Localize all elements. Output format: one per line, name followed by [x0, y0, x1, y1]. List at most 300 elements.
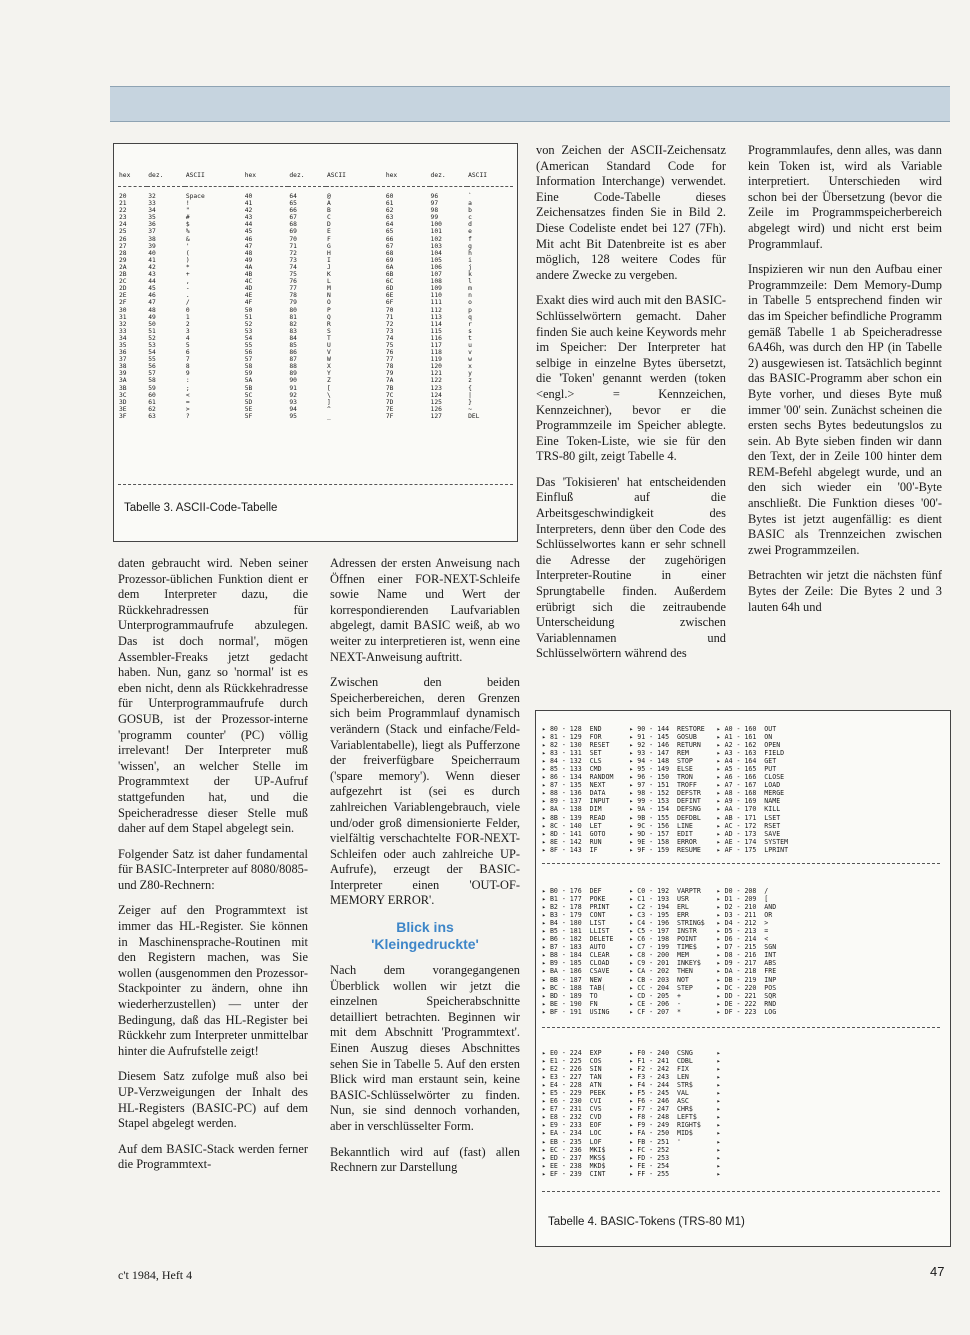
ascii-cell: 40 — [148, 249, 156, 257]
ascii-cell: 75 — [385, 341, 394, 349]
ascii-cell: 64 — [289, 193, 297, 200]
ascii-cell: 121 — [430, 370, 442, 378]
ascii-cell: I — [326, 256, 331, 264]
ascii-cell: DEL — [468, 412, 480, 420]
table-row — [118, 349, 513, 356]
table-row — [118, 221, 513, 228]
table-row — [118, 377, 513, 384]
ascii-cell: + — [185, 271, 190, 279]
ascii-cell: g — [468, 242, 472, 250]
table-row — [118, 335, 513, 342]
ascii-cell: o — [468, 299, 472, 307]
ascii-cell: T — [326, 334, 331, 342]
ascii-cell: M — [326, 285, 331, 293]
ascii-cell: 59 — [148, 384, 156, 392]
ascii-cell: 126 — [430, 405, 442, 413]
ascii-cell: n — [468, 292, 472, 300]
ascii-cell: 86 — [289, 349, 297, 357]
ascii-cell: 2A — [119, 263, 127, 271]
ascii-cell: 6D — [385, 285, 394, 293]
ascii-cell: b — [468, 207, 472, 215]
ascii-cell: 30 — [119, 306, 127, 314]
ascii-cell: 110 — [430, 292, 442, 300]
ascii-cell: 3E — [119, 405, 127, 413]
footer-issue: c't 1984, Heft 4 — [118, 1268, 193, 1282]
ascii-cell: 58 — [148, 377, 156, 385]
paragraph: daten gebraucht wird. Neben seiner Prozessor-üblichen Funktion dient er dem Interpreter dazu, die Rückkehradressen für Unterprogrammaufrufe abzulegen. Das ist doch normal', mögen Assembler-Freaks jetzt gedacht haben. Nun, ganz so 'normal' ist es eben nicht, denn als Rückkehradresse für Unterprogrammaufrufe durch GOSUB, ist der Prozessor-interne 'programm counter' (PC) völlig irrelevant! Der Interpreter muß 'wissen', an welcher Stelle im Programmtext der UP-Aufruf stattgefunden hat, und die Speicheradresse dieser Stelle muß daher auf dem Stapel abgelegt sein. — [118, 556, 308, 836]
ascii-header-cell: hex — [244, 172, 257, 179]
ascii-cell: 4C — [244, 278, 253, 286]
ascii-cell: 7B — [385, 384, 394, 392]
token-table-box — [535, 710, 951, 1247]
ascii-cell: 2C — [119, 278, 127, 286]
ascii-cell: 44 — [244, 221, 253, 229]
ascii-cell: ) — [185, 256, 190, 264]
table-row — [118, 207, 513, 214]
ascii-cell: e — [468, 228, 472, 236]
ascii-cell: u — [468, 341, 472, 349]
ascii-cell: A — [326, 200, 331, 208]
ascii-cell: 1 — [185, 313, 190, 321]
ascii-cell: 36 — [148, 221, 156, 229]
ascii-cell: 84 — [289, 334, 297, 342]
paragraph: Auf dem BASIC-Stack werden ferner die Programmtext- — [118, 1141, 308, 1172]
paragraph: Das 'Tokisieren' hat entscheidenden Einfluß auf die Arbeitsgeschwindigkeit des Interpreters, denn über den Code des Schlüsselwortes kann er sehr schnell die Adresse der zugehörigen Interpreter-Routine in einer Sprungtabelle finden. Außerdem erübrigt sich die zeitraubende Unterscheidung zwischen Variablennamen und Schlüsselwörtern während des — [536, 474, 726, 661]
ascii-cell: 7A — [385, 377, 394, 385]
ascii-cell: 3A — [119, 377, 127, 385]
ascii-cell: ^ — [326, 405, 331, 413]
ascii-cell: j — [468, 263, 472, 271]
ascii-cell: 68 — [385, 249, 394, 257]
ascii-cell: 0 — [185, 306, 190, 314]
ascii-cell: 4B — [244, 271, 253, 279]
ascii-cell: 2D — [119, 285, 127, 293]
ascii-cell: 73 — [385, 327, 394, 335]
ascii-cell: 102 — [430, 235, 442, 243]
ascii-cell: 70 — [385, 306, 394, 314]
ascii-cell: V — [326, 349, 331, 357]
ascii-cell: 79 — [289, 299, 297, 307]
ascii-cell: 65 — [289, 200, 297, 208]
ascii-cell: 77 — [385, 356, 394, 364]
ascii-cell: 106 — [430, 263, 442, 271]
table-row — [118, 278, 513, 285]
ascii-cell: 66 — [385, 235, 394, 243]
ascii-cell: 5 — [185, 341, 190, 349]
table-row — [118, 314, 513, 321]
ascii-cell: 51 — [244, 313, 253, 321]
ascii-cell: 122 — [430, 377, 442, 385]
ascii-cell: 118 — [430, 349, 442, 357]
ascii-cell: 62 — [148, 405, 156, 413]
table-row — [118, 264, 513, 271]
ascii-cell: 41 — [148, 256, 156, 264]
ascii-cell: 55 — [148, 356, 156, 364]
ascii-cell: 48 — [244, 249, 253, 257]
ascii-cell: 42 — [244, 207, 253, 215]
ascii-header-cell: hex — [119, 172, 131, 179]
ascii-cell: : — [185, 377, 190, 385]
ascii-header-cell: dez. — [430, 172, 446, 179]
ascii-cell: G — [326, 242, 331, 250]
ascii-cell: 73 — [289, 256, 297, 264]
ascii-cell: Q — [326, 313, 331, 321]
ascii-cell: 47 — [244, 242, 253, 250]
paragraph: Zwischen den beiden Speicherbereichen, deren Grenzen sich beim Programmlauf dynamisch verändern (Stack und einfache/Feld-Variablentabelle), liegt als Pufferzone der freiverfügbare Speicherraum ('spare memory'). Wenn dieser aufgezehrt ist (sei es durch zahlreichen Variablengebrauch, viele und/oder groß dimensionierte Felder, vielfältig verschachtelte FOR-NEXT-Schleifen oder auch zahlreiche UP-Aufrufe), erzeugt der BASIC-Interpreter einen 'OUT-OF-MEMORY ERROR'. — [330, 675, 520, 908]
ascii-table-box — [113, 143, 518, 542]
ascii-cell: { — [468, 384, 472, 392]
ascii-cell: w — [468, 356, 472, 364]
ascii-cell: 119 — [430, 356, 442, 364]
ascii-cell: 34 — [119, 334, 127, 342]
ascii-cell: 46 — [244, 235, 253, 243]
ascii-cell: # — [185, 214, 190, 222]
ascii-cell: 5C — [244, 391, 253, 399]
paragraph: Inspizieren wir nun den Aufbau einer Programmzeile: Dem Memory-Dump in Tabelle 5 entsprechend finden wir das im Speicher befindliche Programm gemäß Tabelle 1 ab Speicheradresse 6A46h, was durch den HP (in Tabelle 2) ausgewiesen ist. Tatsächlich beginnt das BASIC-Programm aber schon ein Byte vorher, und dieses Byte muß immer '00' sein. Zunächst scheinen die ersten sechs Bytes bedeutungslos zu sein. Ab Byte sieben finden wir dann den Text, der in Zeile 100 hinter dem REM-Befehl abgelegt wurde, und an den sich wieder ein '00'-Byte anschließt. Die Funktion dieses '00'-Bytes ist jetzt augenfällig: es dient BASIC als Trennzeichen zwischen zwei Programmzeilen. — [748, 262, 942, 557]
ascii-cell: 76 — [385, 349, 394, 357]
ascii-cell: O — [326, 299, 331, 307]
ascii-cell: X — [326, 363, 331, 371]
ascii-cell: F — [326, 235, 331, 243]
ascii-cell: E — [326, 228, 331, 236]
ascii-cell: 8 — [185, 363, 190, 371]
table-row — [118, 292, 513, 299]
ascii-cell: 103 — [430, 242, 442, 250]
table-row — [118, 385, 513, 392]
paragraph: Zeiger auf den Programmtext ist immer das HL-Register. Sie können in Maschinensprache-Routinen mit den Registern machen, was Sie wollen (ausgenommen den Prozessor-Stackpointer zu ändern, ohne ihn wiederherzustellen) — unter der Bedingung, daß das HL-Register bei Rückkehr zum Interpreter unmittelbar hinter die Aufrufstelle zeigt! — [118, 903, 308, 1058]
ascii-cell: ; — [185, 384, 190, 392]
ascii-cell: ! — [185, 200, 190, 208]
ascii-cell: 6 — [185, 349, 190, 357]
ascii-cell: ? — [185, 412, 190, 420]
ascii-cell: c — [468, 214, 472, 222]
text-column-3 — [536, 143, 726, 672]
ascii-cell: m — [468, 285, 472, 293]
ascii-cell: 5B — [244, 384, 253, 392]
ascii-cell: 4D — [244, 285, 253, 293]
table-row — [118, 392, 513, 399]
ascii-cell: 64 — [385, 221, 394, 229]
ascii-cell: . — [185, 292, 190, 300]
ascii-cell: v — [468, 349, 472, 357]
ascii-cell: 2E — [119, 292, 127, 300]
ascii-cell: 97 — [430, 200, 439, 208]
ascii-cell: p — [468, 306, 472, 314]
ascii-cell: 89 — [289, 370, 297, 378]
ascii-cell: 60 — [148, 391, 156, 399]
ascii-cell: 109 — [430, 285, 442, 293]
ascii-cell: 98 — [430, 207, 439, 215]
paragraph: Folgender Satz ist daher fundamental für BASIC-Interpreter auf 8080/8085- und Z80-Rechnern: — [118, 846, 308, 892]
ascii-cell: 56 — [244, 349, 253, 357]
ascii-cell: 50 — [148, 320, 156, 328]
ascii-header-cell: ASCII — [185, 172, 205, 179]
ascii-cell: 100 — [430, 221, 442, 229]
ascii-cell: 69 — [385, 256, 394, 264]
table-row — [118, 299, 513, 306]
ascii-cell: 37 — [119, 356, 127, 364]
ascii-cell: l — [468, 278, 472, 286]
ascii-cell: 57 — [244, 356, 253, 364]
ascii-cell: 56 — [148, 363, 156, 371]
ascii-cell: ` — [468, 193, 472, 200]
ascii-cell: 63 — [148, 412, 156, 420]
ascii-cell: 49 — [148, 313, 156, 321]
ascii-cell: ( — [185, 249, 190, 257]
ascii-cell: 94 — [289, 405, 297, 413]
ascii-cell: 91 — [289, 384, 297, 392]
ascii-cell: 51 — [148, 327, 156, 335]
ascii-cell: 54 — [148, 349, 156, 357]
ascii-cell: 71 — [385, 313, 394, 321]
ascii-cell: 88 — [289, 363, 297, 371]
ascii-cell: 74 — [385, 334, 394, 342]
ascii-cell: 28 — [119, 249, 127, 257]
header-bar — [110, 86, 950, 122]
ascii-cell: 41 — [244, 200, 253, 208]
ascii-cell: 7E — [385, 405, 394, 413]
ascii-cell: y — [468, 370, 472, 378]
ascii-cell: / — [185, 299, 190, 307]
ascii-cell: 54 — [244, 334, 253, 342]
table-row — [118, 321, 513, 328]
ascii-cell: 92 — [289, 391, 297, 399]
table-row — [118, 307, 513, 314]
section-heading-line-1: Blick ins — [396, 919, 454, 936]
ascii-cell: Space — [185, 193, 205, 200]
table-row — [118, 406, 513, 413]
ascii-cell: 55 — [244, 341, 253, 349]
table-row — [118, 342, 513, 349]
ascii-cell: 22 — [119, 207, 127, 215]
ascii-cell: 70 — [289, 235, 297, 243]
ascii-cell: 116 — [430, 334, 442, 342]
token-block-2: ▸ B0 - 176 DEF ▸ C0 - 192 VARPTR ▸ D0 - 208 / ▸ B1 - 177 POKE ▸ C1 - 193 USR ▸ D1 - 209 [ ▸ B2 - 178 PRINT ▸ C2 - 194 ERL ▸ D2 - 210 AND ▸ B3 - 179 CONT ▸ C3 - 195 ERR ▸ D3 - 211 OR ▸ B4 - 180 LIST ▸ C4 - 196 STRING$ ▸ D4 - 212 > ▸ B5 - 181 LLIST ▸ C5 - 197 INSTR ▸ D5 - 213 = ▸ B6 - 182 DELETE ▸ C6 - 198 POINT ▸ D6 - 214 < ▸ B7 - 183 AUTO ▸ C7 - 199 TIME$ ▸ D7 - 215 SGN ▸ B8 - 184 CLEAR ▸ C8 - 200 MEM ▸ D8 - 216 INT ▸ B9 - 185 CLOAD ▸ C9 - 201 INKEY$ ▸ D9 - 217 ABS ▸ BA - 186 CSAVE ▸ CA - 202 THEN ▸ DA - 218 FRE ▸ BB - 187 NEW ▸ CB - 203 NOT ▸ DB - 219 INP ▸ BC - 188 TAB( ▸ CC - 204 STEP ▸ DC - 220 POS ▸ BD - 189 TO ▸ CD - 205 + ▸ DD - 221 SQR ▸ BE - 190 FN ▸ CE - 206 - ▸ DE - 222 RND ▸ BF - 191 USING ▸ CF - 207 * ▸ DF - 223 LOG — [542, 887, 777, 1016]
ascii-cell: 53 — [244, 327, 253, 335]
ascii-cell: 5D — [244, 398, 253, 406]
ascii-cell: 44 — [148, 278, 156, 286]
ascii-cell: 38 — [119, 363, 127, 371]
ascii-cell: 46 — [148, 292, 156, 300]
ascii-cell: 47 — [148, 299, 156, 307]
ascii-cell: 124 — [430, 391, 442, 399]
ascii-cell: 5F — [244, 412, 253, 420]
ascii-cell: 3 — [185, 327, 190, 335]
ascii-cell: f — [468, 235, 472, 243]
ascii-cell: z — [468, 377, 472, 385]
ascii-cell: $ — [185, 221, 190, 229]
ascii-cell: K — [326, 271, 331, 279]
paragraph: Betrachten wir jetzt die nächsten fünf Bytes der Zeile: Die Bytes 2 und 3 lauten 64h und — [748, 568, 942, 614]
ascii-cell: 27 — [119, 242, 127, 250]
ascii-cell: 69 — [289, 228, 297, 236]
ascii-cell: 33 — [119, 327, 127, 335]
ascii-cell: 6F — [385, 299, 394, 307]
ascii-cell: 112 — [430, 306, 442, 314]
ascii-cell: 85 — [289, 341, 297, 349]
ascii-cell: 75 — [289, 271, 297, 279]
ascii-cell: 2 — [185, 320, 190, 328]
paragraph: Adressen der ersten Anweisung nach Öffnen einer FOR-NEXT-Schleife sowie Name und Wert der korrespondierenden Laufvariablen abgelegt, damit BASIC weiß, ab wo weiter zu interpretieren ist, wenn eine NEXT-Anweisung auftritt. — [330, 556, 520, 664]
ascii-cell: _ — [326, 412, 331, 420]
ascii-cell: 24 — [119, 221, 127, 229]
ascii-cell: 67 — [385, 242, 394, 250]
ascii-cell: 21 — [119, 200, 127, 208]
ascii-cell: J — [326, 263, 331, 271]
ascii-cell: 38 — [148, 235, 156, 243]
ascii-cell: ' — [185, 242, 190, 250]
ascii-cell: - — [185, 285, 190, 293]
ascii-cell: q — [468, 313, 472, 321]
table-row — [118, 370, 513, 377]
token-table-divider — [542, 1191, 940, 1192]
ascii-cell: 4E — [244, 292, 253, 300]
ascii-table-divider — [118, 484, 513, 485]
ascii-cell: } — [468, 398, 472, 406]
ascii-cell: 3F — [119, 412, 127, 420]
ascii-cell: a — [468, 200, 472, 208]
table-row — [118, 328, 513, 335]
ascii-cell: 32 — [148, 193, 156, 200]
token-block-3: ▸ E0 - 224 EXP ▸ F0 - 240 CSNG ▸ ▸ E1 - 225 COS ▸ F1 - 241 CDBL ▸ ▸ E2 - 226 SIN ▸ F2 - 242 FIX ▸ ▸ E3 - 227 TAN ▸ F3 - 243 LEN ▸ ▸ E4 - 228 ATN ▸ F4 - 244 STR$ ▸ ▸ E5 - 229 PEEK ▸ F5 - 245 VAL ▸ ▸ E6 - 230 CVI ▸ F6 - 246 ASC ▸ ▸ E7 - 231 CVS ▸ F7 - 247 CHR$ ▸ ▸ E8 - 232 CVD ▸ F8 - 248 LEFT$ ▸ ▸ E9 - 233 EOF ▸ F9 - 249 RIGHT$ ▸ ▸ EA - 234 LOC ▸ FA - 250 MID$ ▸ ▸ EB - 235 LOF ▸ FB - 251 ' ▸ ▸ EC - 236 MKI$ ▸ FC - 252 ▸ ▸ ED - 237 MKS$ ▸ FD - 253 ▸ ▸ EE - 238 MKD$ ▸ FE - 254 ▸ ▸ EF - 239 CINT ▸ FF - 255 ▸ — [542, 1049, 721, 1178]
table-row — [118, 250, 513, 257]
ascii-cell: x — [468, 363, 472, 371]
ascii-cell: 42 — [148, 263, 156, 271]
table-row — [118, 236, 513, 243]
ascii-cell: 65 — [385, 228, 394, 236]
ascii-cell: 39 — [119, 370, 127, 378]
ascii-cell: 40 — [244, 193, 253, 200]
ascii-table — [118, 172, 513, 420]
ascii-cell: 9 — [185, 370, 190, 378]
ascii-cell: 20 — [119, 193, 127, 200]
table-row — [118, 413, 513, 420]
ascii-cell: 63 — [385, 214, 394, 222]
ascii-cell: 61 — [148, 398, 156, 406]
ascii-cell: 104 — [430, 249, 442, 257]
ascii-cell: 117 — [430, 341, 442, 349]
ascii-cell: 5A — [244, 377, 253, 385]
ascii-cell: 78 — [385, 363, 394, 371]
ascii-cell: ] — [326, 398, 331, 406]
ascii-cell: s — [468, 327, 472, 335]
ascii-cell: R — [326, 320, 331, 328]
ascii-cell: 37 — [148, 228, 156, 236]
ascii-cell: 78 — [289, 292, 297, 300]
ascii-cell: 95 — [289, 412, 297, 420]
table-row — [118, 363, 513, 370]
ascii-cell: 79 — [385, 370, 394, 378]
ascii-cell: 4F — [244, 299, 253, 307]
paragraph: Exakt dies wird auch mit den BASIC-Schlüsselwörtern gemacht. Daher finden Sie auch keine Keywords mehr im Speicher: Der Interpreter hat selbige in einzelne Bytes übersetzt, die 'Token' genannt werden (token <engl.> = Kennzeichen, Kennzeichner), bevor er die Programmzeile im Speicher ablegte. Eine Token-Liste, wie sie für den TRS-80 gilt, zeigt Tabelle 4. — [536, 293, 726, 464]
ascii-cell: * — [185, 263, 190, 271]
ascii-table-caption: Tabelle 3. ASCII-Code-Tabelle — [124, 502, 278, 514]
ascii-cell: 68 — [289, 221, 297, 229]
ascii-cell: P — [326, 306, 331, 314]
paragraph: Bekanntlich wird auf (fast) allen Rechnern zur Darstellung — [330, 1144, 520, 1175]
ascii-cell: 71 — [289, 242, 297, 250]
ascii-cell: 2B — [119, 271, 127, 279]
table-row — [118, 399, 513, 406]
ascii-cell: 7D — [385, 398, 394, 406]
ascii-cell: 57 — [148, 370, 156, 378]
ascii-cell: 114 — [430, 320, 442, 328]
ascii-cell: 3B — [119, 384, 127, 392]
ascii-cell: 48 — [148, 306, 156, 314]
ascii-cell: > — [185, 405, 190, 413]
ascii-cell: 83 — [289, 327, 297, 335]
ascii-cell: 33 — [148, 200, 156, 208]
table-row — [118, 214, 513, 221]
ascii-cell: U — [326, 341, 331, 349]
ascii-cell: 50 — [244, 306, 253, 314]
ascii-cell: 6B — [385, 271, 394, 279]
ascii-header-cell: dez. — [148, 172, 164, 179]
ascii-cell: 7 — [185, 356, 190, 364]
ascii-cell: h — [468, 249, 472, 257]
ascii-cell: 77 — [289, 285, 297, 293]
ascii-cell: , — [185, 278, 190, 286]
ascii-cell: C — [326, 214, 331, 222]
page-number: 47 — [930, 1264, 945, 1279]
ascii-cell: 43 — [244, 214, 253, 222]
table-row — [118, 271, 513, 278]
ascii-cell: 72 — [289, 249, 297, 257]
ascii-cell: 23 — [119, 214, 127, 222]
ascii-cell: k — [468, 271, 472, 279]
ascii-cell: < — [185, 391, 190, 399]
ascii-cell: = — [185, 398, 190, 406]
ascii-cell: \ — [326, 391, 331, 399]
ascii-cell: 61 — [385, 200, 394, 208]
token-table-caption: Tabelle 4. BASIC-Tokens (TRS-80 M1) — [548, 1216, 745, 1228]
paragraph: Programmlaufes, denn alles, was dann kein Token ist, wird als Variable interpretiert. Unterschieden wird schon bei der Übersetzung (bevor die Zeile im Programmspeicherbereich abgelegt wird) und nicht erst beim Programmlauf. — [748, 143, 942, 251]
ascii-cell: 80 — [289, 306, 297, 314]
paragraph: von Zeichen der ASCII-Zeichensatz (American Standard Code for Information Interchange) verwendet. Eine Code-Tabelle dieses Zeichensatzes finden Sie in Bild 2. Diese Codeliste endet bei 127 (7Fh). Mit acht Bit Datenbreite ist es aber möglich, 128 weitere Codes für andere Zwecke zu vergeben. — [536, 143, 726, 282]
text-column-1 — [118, 556, 308, 1183]
ascii-cell: 111 — [430, 299, 442, 307]
ascii-cell: 26 — [119, 235, 127, 243]
ascii-cell: 43 — [148, 271, 156, 279]
table-row — [118, 200, 513, 207]
ascii-cell: 60 — [385, 193, 394, 200]
ascii-cell: N — [326, 292, 331, 300]
section-heading — [330, 919, 520, 953]
ascii-cell: 25 — [119, 228, 127, 236]
ascii-cell: Y — [326, 370, 331, 378]
ascii-cell: t — [468, 334, 472, 342]
table-row — [118, 285, 513, 292]
ascii-cell: 74 — [289, 263, 297, 271]
ascii-cell: 6A — [385, 263, 394, 271]
table-row — [118, 356, 513, 363]
ascii-cell: H — [326, 249, 331, 257]
token-table-divider — [542, 863, 940, 864]
ascii-cell: 107 — [430, 271, 442, 279]
ascii-cell: " — [185, 207, 190, 215]
ascii-cell: 3C — [119, 391, 127, 399]
ascii-cell: L — [326, 278, 331, 286]
ascii-cell: 35 — [148, 214, 156, 222]
ascii-cell: 7C — [385, 391, 394, 399]
ascii-table-header — [118, 172, 513, 187]
ascii-cell: 90 — [289, 377, 297, 385]
table-row — [118, 243, 513, 250]
paragraph: Diesem Satz zufolge muß also bei UP-Verzweigungen der Inhalt des HL-Registers (BASIC-PC) auf dem Stapel abgelegt werden. — [118, 1069, 308, 1131]
ascii-cell: 82 — [289, 320, 297, 328]
ascii-cell: 66 — [289, 207, 297, 215]
ascii-cell: B — [326, 207, 331, 215]
